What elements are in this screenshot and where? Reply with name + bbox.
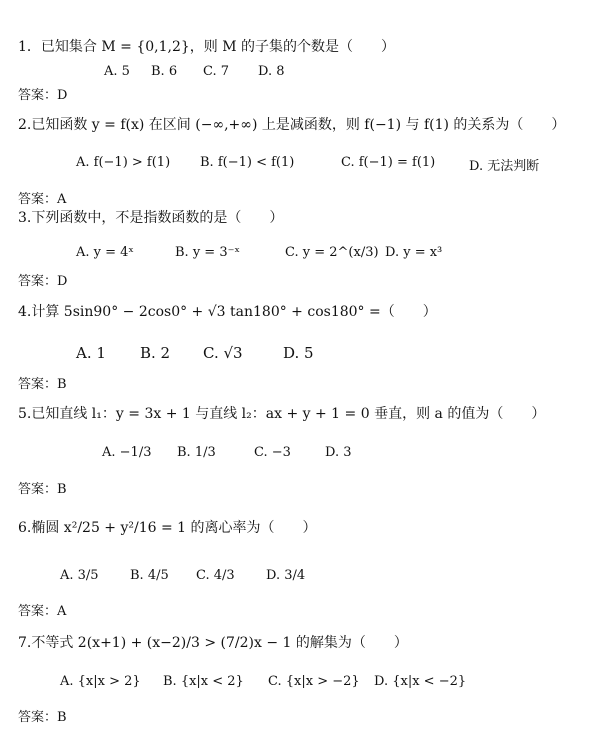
question-2-stem: 2.已知函数 y = f(x) 在区间 (−∞,+∞) 上是减函数，则 f(−1) 与 f(1) 的关系为（ ） [18,117,566,133]
question-7-option-b: B. {x|x < 2} [163,674,244,689]
question-6-answer: 答案：A [18,604,67,619]
question-5-option-a: A. −1/3 [102,445,152,460]
question-7-option-c: C. {x|x > −2} [268,674,360,689]
question-4-answer: 答案：B [18,377,67,392]
question-7-option-d: D. {x|x < −2} [374,674,467,689]
question-4-stem: 4.计算 5sin90° − 2cos0° + √3 tan180° + cos180° =（ ） [18,304,437,320]
question-3-option-c: C. y = 2^(x/3) [285,245,379,260]
question-2-option-d: D. 无法判断 [469,159,540,174]
question-2-option-b: B. f(−1) < f(1) [200,155,295,170]
question-4-option-c: C. √3 [203,344,243,362]
question-2-option-c: C. f(−1) = f(1) [341,155,436,170]
question-1-option-d: D. 8 [258,64,285,79]
question-1-option-c: C. 7 [203,64,230,79]
question-3-option-d: D. y = x³ [385,245,443,260]
question-6-option-a: A. 3/5 [60,568,99,583]
question-5-option-d: D. 3 [325,445,352,460]
question-2-answer: 答案：A [18,192,67,207]
question-1-answer: 答案：D [18,88,68,103]
question-7-answer: 答案：B [18,710,67,725]
question-1-option-a: A. 5 [104,64,130,79]
question-5-stem: 5.已知直线 l₁：y = 3x + 1 与直线 l₂：ax + y + 1 = 0 垂直，则 a 的值为（ ） [18,406,546,422]
question-1-option-b: B. 6 [151,64,178,79]
question-6-option-d: D. 3/4 [266,568,306,583]
question-7-stem: 7.不等式 2(x+1) + (x−2)/3 > (7/2)x − 1 的解集为（ ） [18,635,408,651]
question-4-option-d: D. 5 [283,344,314,362]
question-6-option-b: B. 4/5 [130,568,169,583]
question-2-option-a: A. f(−1) > f(1) [76,155,171,170]
question-7-option-a: A. {x|x > 2} [60,674,141,689]
question-3-stem: 3.下列函数中，不是指数函数的是（ ） [18,210,284,226]
question-3-answer: 答案：D [18,274,68,289]
question-5-answer: 答案：B [18,482,67,497]
question-4-option-b: B. 2 [140,344,171,362]
question-4-option-a: A. 1 [76,344,106,362]
question-5-option-c: C. −3 [254,445,291,460]
question-1-stem: 1．已知集合 M = {0,1,2}，则 M 的子集的个数是（ ） [18,39,396,55]
question-3-option-b: B. y = 3⁻ˣ [175,245,240,260]
question-6-stem: 6.椭圆 x²/25 + y²/16 = 1 的离心率为（ ） [18,520,317,536]
question-5-option-b: B. 1/3 [177,445,216,460]
question-3-option-a: A. y = 4ˣ [76,245,134,260]
question-6-option-c: C. 4/3 [196,568,235,583]
